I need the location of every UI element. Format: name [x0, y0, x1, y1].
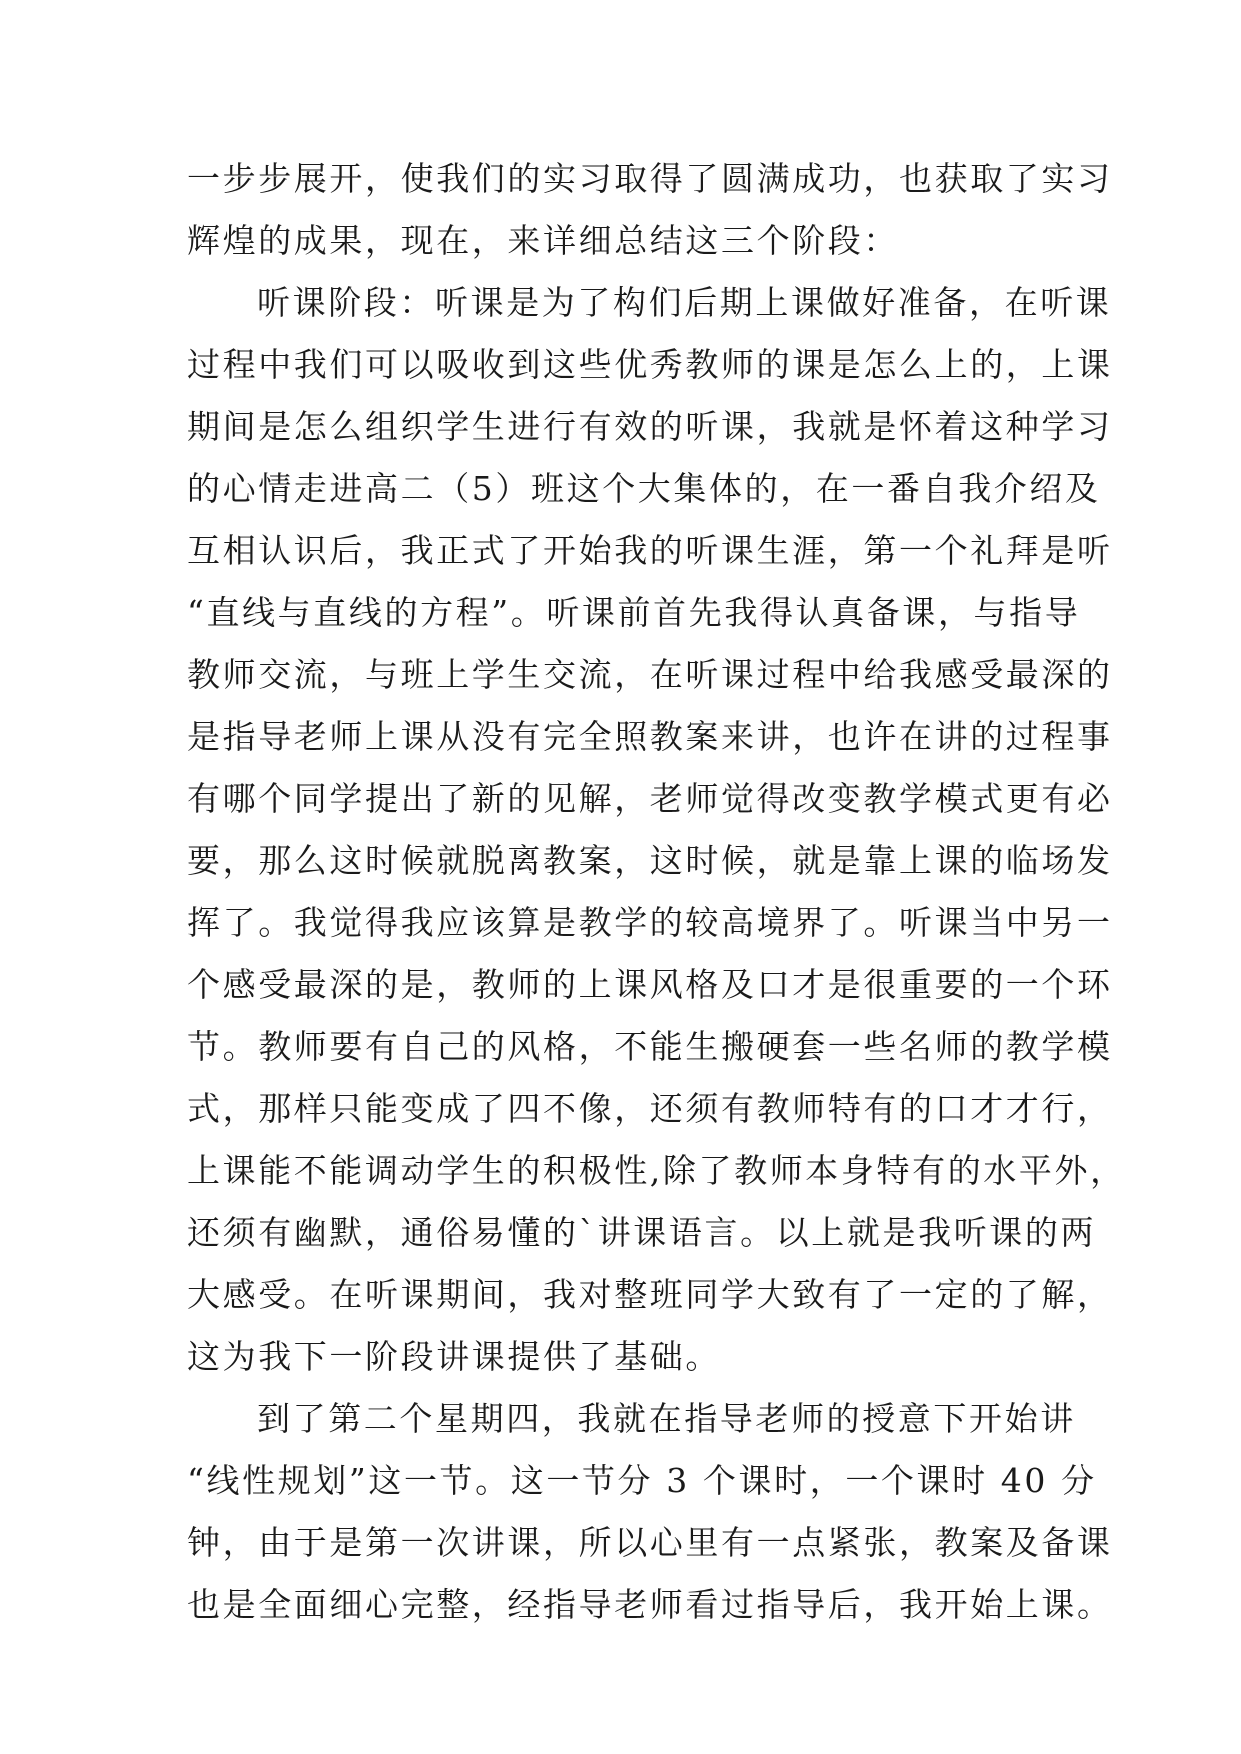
text-line: 也是全面细心完整，经指导老师看过指导后，我开始上课。 [187, 1585, 1113, 1624]
text-line: 还须有幽默，通俗易懂的`讲课语言。以上就是我听课的两 [187, 1213, 1097, 1252]
text-line: 期间是怎么组织学生进行有效的听课，我就是怀着这种学习 [187, 407, 1113, 446]
text-line: 的心情走进高二（5）班这个大集体的，在一番自我介绍及 [187, 469, 1101, 508]
text-line: 互相认识后，我正式了开始我的听课生涯，第一个礼拜是听 [187, 531, 1113, 570]
paragraph-start-line: 听课阶段：听课是为了构们后期上课做好准备，在听课 [257, 283, 1112, 322]
text-line: 节。教师要有自己的风格，不能生搬硬套一些名师的教学模 [187, 1027, 1113, 1066]
text-line: 教师交流，与班上学生交流，在听课过程中给我感受最深的 [187, 655, 1113, 694]
text-line: 式，那样只能变成了四不像，还须有教师特有的口才才行， [187, 1089, 1113, 1128]
document-body [187, 148, 1126, 1636]
text-line: 有哪个同学提出了新的见解，老师觉得改变教学模式更有必 [187, 779, 1113, 818]
paragraph-start-line: 到了第二个星期四，我就在指导老师的授意下开始讲 [257, 1399, 1076, 1438]
text-line: 大感受。在听课期间，我对整班同学大致有了一定的了解， [187, 1275, 1113, 1314]
text-line: 钟，由于是第一次讲课，所以心里有一点紧张，教案及备课 [187, 1523, 1113, 1562]
text-line: 挥了。我觉得我应该算是教学的较高境界了。听课当中另一 [187, 903, 1113, 942]
text-line: “线性规划”这一节。这一节分 3 个课时，一个课时 40 分 [187, 1461, 1097, 1500]
text-line: “直线与直线的方程”。听课前首先我得认真备课，与指导 [187, 593, 1081, 632]
text-line: 是指导老师上课从没有完全照教案来讲，也许在讲的过程事 [187, 717, 1113, 756]
text-line: 过程中我们可以吸收到这些优秀教师的课是怎么上的，上课 [187, 345, 1113, 384]
text-line: 上课能不能调动学生的积极性,除了教师本身特有的水平外， [187, 1151, 1126, 1190]
text-line: 一步步展开，使我们的实习取得了圆满成功，也获取了实习 [187, 159, 1113, 198]
text-line: 辉煌的成果，现在，来详细总结这三个阶段： [187, 221, 899, 260]
text-line: 这为我下一阶段讲课提供了基础。 [187, 1337, 721, 1376]
text-line: 要，那么这时候就脱离教案，这时候，就是靠上课的临场发 [187, 841, 1113, 880]
text-line: 个感受最深的是，教师的上课风格及口才是很重要的一个环 [187, 965, 1113, 1004]
